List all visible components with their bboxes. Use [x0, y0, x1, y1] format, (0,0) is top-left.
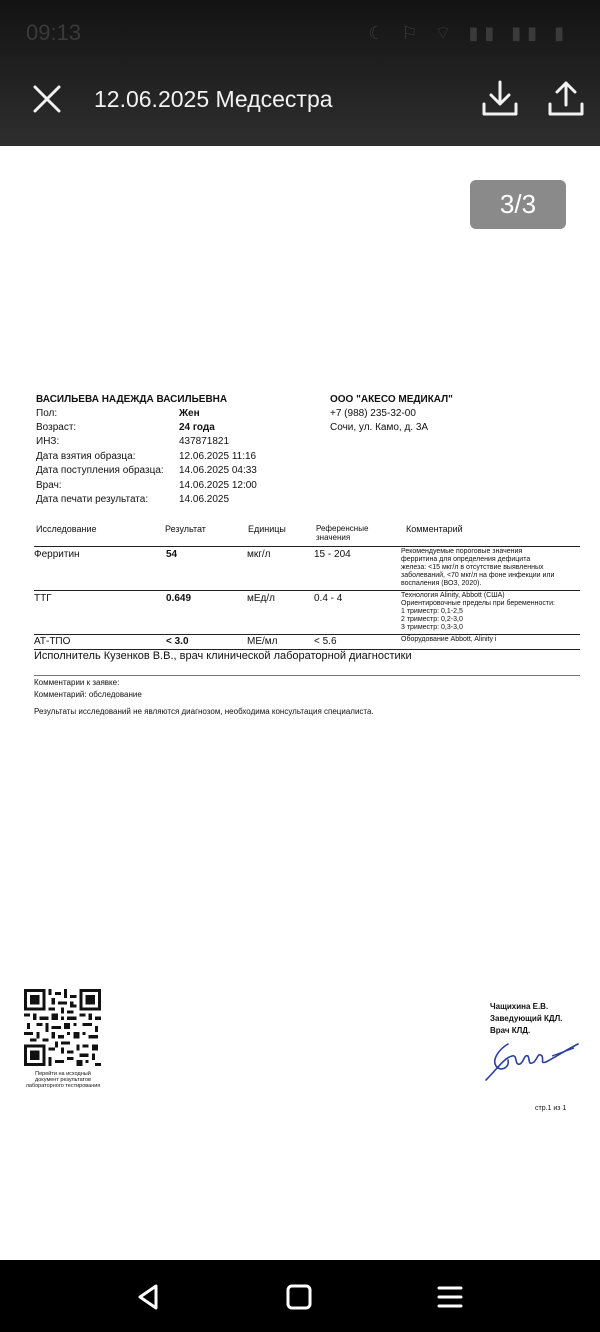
field-label: Дата печати результата: [36, 494, 149, 505]
section-divider [34, 675, 580, 676]
comment-line: Комментарий: обследование [34, 690, 142, 699]
row-reference: < 5.6 [314, 636, 337, 647]
row-units: мЕд/л [247, 593, 275, 604]
field-value: 12.06.2025 11:16 [179, 451, 257, 462]
row-units: МЕ/мл [247, 636, 278, 647]
status-time: 09:13 [26, 20, 82, 45]
share-icon[interactable] [546, 78, 586, 120]
row-result: < 3.0 [166, 636, 189, 647]
field-label: Пол: [36, 408, 58, 419]
patient-name: ВАСИЛЬЕВА НАДЕЖДА ВАСИЛЬЕВНА [36, 394, 228, 405]
app-toolbar [0, 0, 600, 146]
field-value: 14.06.2025 12:00 [179, 480, 257, 491]
page-footer: стр.1 из 1 [535, 1105, 567, 1112]
nav-menu-icon[interactable] [436, 1284, 464, 1310]
request-comments-label: Комментарии к заявке: [34, 678, 120, 687]
table-divider [34, 590, 580, 591]
row-test: АТ-ТПО [34, 636, 71, 647]
field-value: Жен [179, 408, 200, 419]
signer-name: Чащихина Е.В. [490, 1002, 549, 1011]
field-label: Дата взятия образца: [36, 451, 136, 462]
signer-position: Заведующий КДЛ. [490, 1014, 563, 1023]
clinic-address: Сочи, ул. Камо, д. 3А [330, 422, 429, 433]
nav-home-icon[interactable] [285, 1283, 313, 1311]
row-test: Ферритин [34, 549, 80, 560]
col-header-reference: Референсные значения [316, 524, 369, 543]
page-indicator: 3/3 [470, 180, 566, 229]
signer-role: Врач КЛД. [490, 1026, 531, 1035]
clinic-phone: +7 (988) 235-32-00 [330, 408, 416, 419]
row-units: мкг/л [247, 549, 271, 560]
row-reference: 15 - 204 [314, 549, 351, 560]
field-label: Врач: [36, 480, 62, 491]
signature [478, 1026, 582, 1086]
document-page [0, 146, 600, 1260]
field-value: 24 года [179, 422, 215, 433]
performer-line: Исполнитель Кузенков В.В., врач клинической лабораторной диагностики [34, 650, 412, 662]
row-result: 0.649 [166, 593, 192, 604]
row-test: ТТГ [34, 593, 52, 604]
status-bar [0, 0, 600, 66]
disclaimer: Результаты исследований не являются диагнозом, необходима консультация специалиста. [34, 707, 374, 716]
page-title: 12.06.2025 Медсестра [94, 86, 333, 112]
field-label: ИНЗ: [36, 436, 60, 447]
field-value: 14.06.2025 [179, 494, 230, 505]
row-result: 54 [166, 549, 178, 560]
status-icons: ☾ ⚐ ⌔ ▮▮ ▮▮ ▮ [368, 23, 570, 43]
row-reference: 0.4 - 4 [314, 593, 343, 604]
row-comment: Рекомендуемые пороговые значения ферритина для определения дефицита железа: <15 мкг/л в отсутствие выявленных заболеваний, <70 мкг/л на фоне инфекции или воспаления (ВОЗ, 2020). [401, 548, 555, 587]
col-header-test: Исследование [36, 524, 97, 534]
field-label: Возраст: [36, 422, 77, 433]
row-comment: Оборудование Abbott, Alinity i [401, 636, 497, 643]
close-icon[interactable] [30, 82, 64, 116]
col-header-units: Единицы [248, 524, 286, 534]
col-header-comment: Комментарий [406, 524, 463, 534]
qr-caption: Перейти на исходный документ результатов лабораторного тестирования [25, 1071, 101, 1090]
download-icon[interactable] [480, 78, 520, 120]
field-label: Дата поступления образца: [36, 465, 164, 476]
row-comment: Технология Alinity, Abbott (США) Ориентировочные пределы при беременности: 1 триместр: 0,1-2,5 2 триместр: 0,2-3,0 3 триместр: 0,3-3,0 [401, 592, 555, 631]
nav-back-icon[interactable] [134, 1282, 162, 1312]
field-value: 437871821 [179, 436, 230, 447]
qr-code-icon[interactable] [24, 989, 101, 1066]
col-header-result: Результат [165, 524, 206, 534]
clinic-name: ООО "АКЕСО МЕДИКАЛ" [330, 394, 453, 405]
navigation-bar [0, 1260, 600, 1332]
table-divider [34, 546, 580, 547]
field-value: 14.06.2025 04:33 [179, 465, 257, 476]
table-divider [34, 634, 580, 635]
